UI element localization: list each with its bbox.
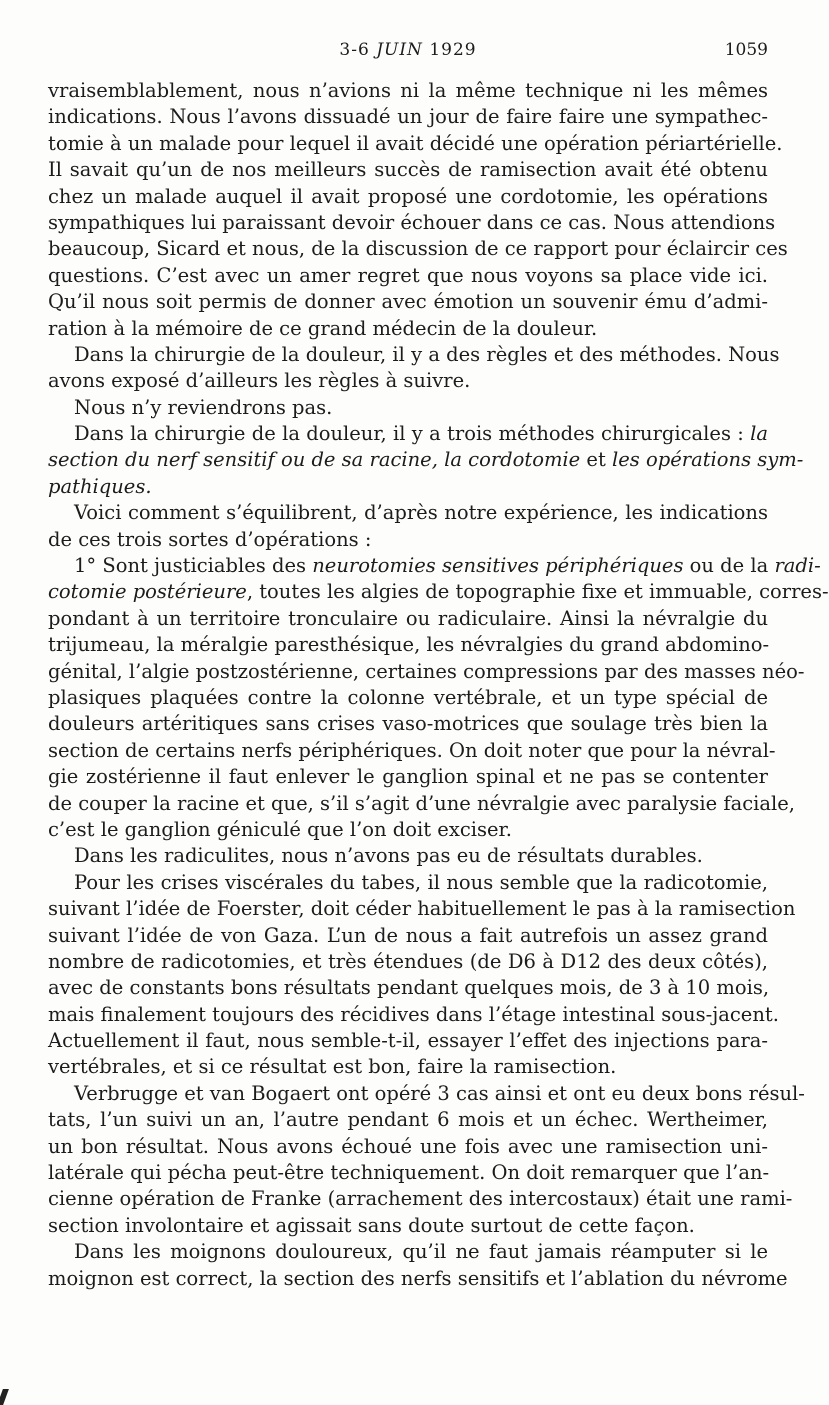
italic-text: la — [750, 422, 768, 446]
text-span: suivant l’idée de von Gaza. L’un de nous a fait autrefois un assez grand — [48, 923, 768, 947]
text-line — [48, 896, 796, 922]
text-line — [48, 1054, 768, 1080]
text-span: Dans la chirurgie de la douleur, il y a trois méthodes chirurgicales : — [74, 422, 751, 446]
text-line — [48, 659, 805, 685]
italic-text: les opérations sym- — [612, 448, 804, 472]
text-span: et — [580, 448, 612, 472]
text-line — [48, 975, 768, 1001]
text-span: questions. C’est avec un amer regret que nous voyons sa place vide ici. — [48, 263, 768, 287]
text-span: tomie à un malade pour lequel il avait décidé une opération périartérielle. — [48, 131, 783, 155]
text-line — [48, 843, 768, 869]
text-line — [48, 632, 768, 658]
italic-text: section du nerf sensitif ou de sa racine, la cordotomie — [48, 448, 581, 472]
text-span: Voici comment s’équilibrent, d’après notre expérience, les indications — [74, 501, 768, 525]
text-line — [48, 606, 768, 632]
text-line — [48, 817, 768, 843]
text-line — [48, 949, 768, 975]
text-span: , toutes les algies de topographie fixe et immuable, corres- — [246, 580, 829, 604]
text-line — [48, 1081, 805, 1107]
text-line — [48, 1160, 768, 1186]
text-line — [48, 474, 768, 500]
text-line — [48, 1213, 768, 1239]
italic-text: neurotomies sensitives périphériques — [312, 554, 684, 578]
text-span: Dans les radiculites, nous n’avons pas eu de résultats durables. — [74, 844, 703, 868]
text-span: section involontaire et agissait sans doute surtout de cette façon. — [48, 1213, 695, 1237]
text-line — [48, 78, 768, 104]
text-span: de ces trois sortes d’opérations : — [48, 527, 372, 551]
text-line — [48, 263, 768, 289]
text-span: Nous n’y reviendrons pas. — [74, 395, 333, 419]
text-span: tats, l’un suivi un an, l’autre pendant 6 mois et un échec. Wertheimer, — [48, 1108, 768, 1132]
text-span: beaucoup, Sicard et nous, de la discussion de ce rapport pour éclaircir ces — [48, 237, 788, 261]
text-line — [48, 342, 780, 368]
text-span: vraisemblablement, nous n’avions ni la même technique ni les mêmes — [48, 79, 768, 102]
text-line — [48, 1002, 779, 1028]
text-span: c’est le ganglion géniculé que l’on doit exciser. — [48, 817, 512, 841]
text-line — [48, 553, 821, 579]
text-line — [48, 157, 768, 183]
text-span: avec de constants bons résultats pendant quelques mois, de 3 à 10 mois, — [48, 976, 770, 1000]
text-span: ration à la mémoire de ce grand médecin de la douleur. — [48, 316, 598, 340]
page-number: 1059 — [724, 40, 768, 60]
text-line — [48, 395, 768, 421]
italic-text: cotomie postérieure — [48, 580, 247, 604]
text-line — [48, 1266, 788, 1292]
text-line — [48, 870, 768, 896]
text-line — [48, 289, 768, 315]
scan-edge-mark — [0, 1389, 9, 1405]
text-span: moignon est correct, la section des nerfs sensitifs et l’ablation du névrome — [48, 1266, 788, 1290]
text-span: Verbrugge et van Bogaert ont opéré 3 cas ainsi et ont eu deux bons résul- — [74, 1081, 805, 1105]
text-line — [48, 210, 776, 236]
text-line — [48, 527, 768, 553]
text-line — [48, 685, 768, 711]
text-span: vertébrales, et si ce résultat est bon, faire la ramisection. — [48, 1055, 617, 1079]
text-span: section de certains nerfs périphériques. On doit noter que pour la névral- — [48, 738, 776, 762]
text-span: Actuellement il faut, nous semble-t-il, essayer l’effet des injections para- — [48, 1029, 768, 1053]
header-date: 3-6 JUIN 1929 — [339, 40, 477, 60]
text-line — [48, 1239, 768, 1265]
text-span: mais finalement toujours des récidives dans l’étage intestinal sous-jacent. — [48, 1002, 779, 1026]
text-span: un bon résultat. Nous avons échoué une fois avec une ramisection uni- — [48, 1134, 768, 1158]
text-span: indications. Nous l’avons dissuadé un jour de faire faire une sympathec- — [48, 105, 768, 129]
text-line — [48, 923, 768, 949]
text-line — [48, 447, 804, 473]
text-span: cienne opération de Franke (arrachement des intercostaux) était une rami- — [48, 1187, 793, 1211]
text-span: chez un malade auquel il avait proposé une cordotomie, les opérations — [48, 184, 768, 208]
text-line — [48, 421, 768, 447]
text-span: Qu’il nous soit permis de donner avec émotion un souvenir ému d’admi- — [48, 290, 768, 314]
text-line — [48, 1107, 768, 1133]
text-line — [48, 316, 768, 342]
text-line — [48, 500, 768, 526]
text-span: Pour les crises viscérales du tabes, il nous semble que la radicotomie, — [74, 870, 768, 894]
text-span: plasiques plaquées contre la colonne vertébrale, et un type spécial de — [48, 685, 768, 709]
text-line — [48, 764, 768, 790]
text-span: trijumeau, la méralgie paresthésique, les névralgies du grand abdomino- — [48, 633, 770, 657]
text-line — [48, 236, 788, 262]
text-span: Dans les moignons douloureux, qu’il ne faut jamais réamputer si le — [74, 1240, 768, 1264]
text-span: douleurs artéritiques sans crises vaso-motrices que soulage très bien la — [48, 712, 768, 736]
running-header — [48, 40, 768, 64]
text-span: de couper la racine et que, s’il s’agit d’une névralgie avec paralysie faciale, — [48, 791, 795, 815]
text-span: suivant l’idée de Foerster, doit céder habituellement le pas à la ramisection — [48, 897, 796, 921]
text-line — [48, 104, 768, 130]
text-line — [48, 1186, 793, 1212]
text-span: 1° Sont justiciables des — [74, 554, 313, 578]
italic-text: radi- — [774, 554, 821, 578]
text-line — [48, 579, 829, 605]
text-span: nombre de radicotomies, et très étendues (de D6 à D12 des deux côtés), — [48, 949, 768, 973]
text-span: Il savait qu’un de nos meilleurs succès de ramisection avait été obtenu — [48, 158, 768, 182]
text-span: avons exposé d’ailleurs les règles à suivre. — [48, 369, 471, 393]
text-line — [48, 711, 768, 737]
text-span: ou de la — [683, 554, 775, 578]
text-line — [48, 184, 768, 210]
text-span: pondant à un territoire tronculaire ou radiculaire. Ainsi la névralgie du — [48, 606, 768, 630]
text-span: latérale qui pécha peut-être techniquement. On doit remarquer que l’an- — [48, 1161, 770, 1185]
text-line — [48, 738, 776, 764]
article-body — [48, 78, 829, 1292]
text-line — [48, 1134, 768, 1160]
text-line — [48, 1028, 768, 1054]
text-span: sympathiques lui paraissant devoir échouer dans ce cas. Nous attendions — [48, 210, 776, 234]
text-line — [48, 131, 783, 157]
text-span: gie zostérienne il faut enlever le ganglion spinal et ne pas se contenter — [48, 765, 768, 789]
text-span: génital, l’algie postzostérienne, certaines compressions par des masses néo- — [48, 659, 805, 683]
text-line — [48, 791, 795, 817]
italic-text: pathiques. — [48, 474, 152, 498]
text-line — [48, 368, 768, 394]
text-span: Dans la chirurgie de la douleur, il y a des règles et des méthodes. Nous — [74, 342, 780, 366]
